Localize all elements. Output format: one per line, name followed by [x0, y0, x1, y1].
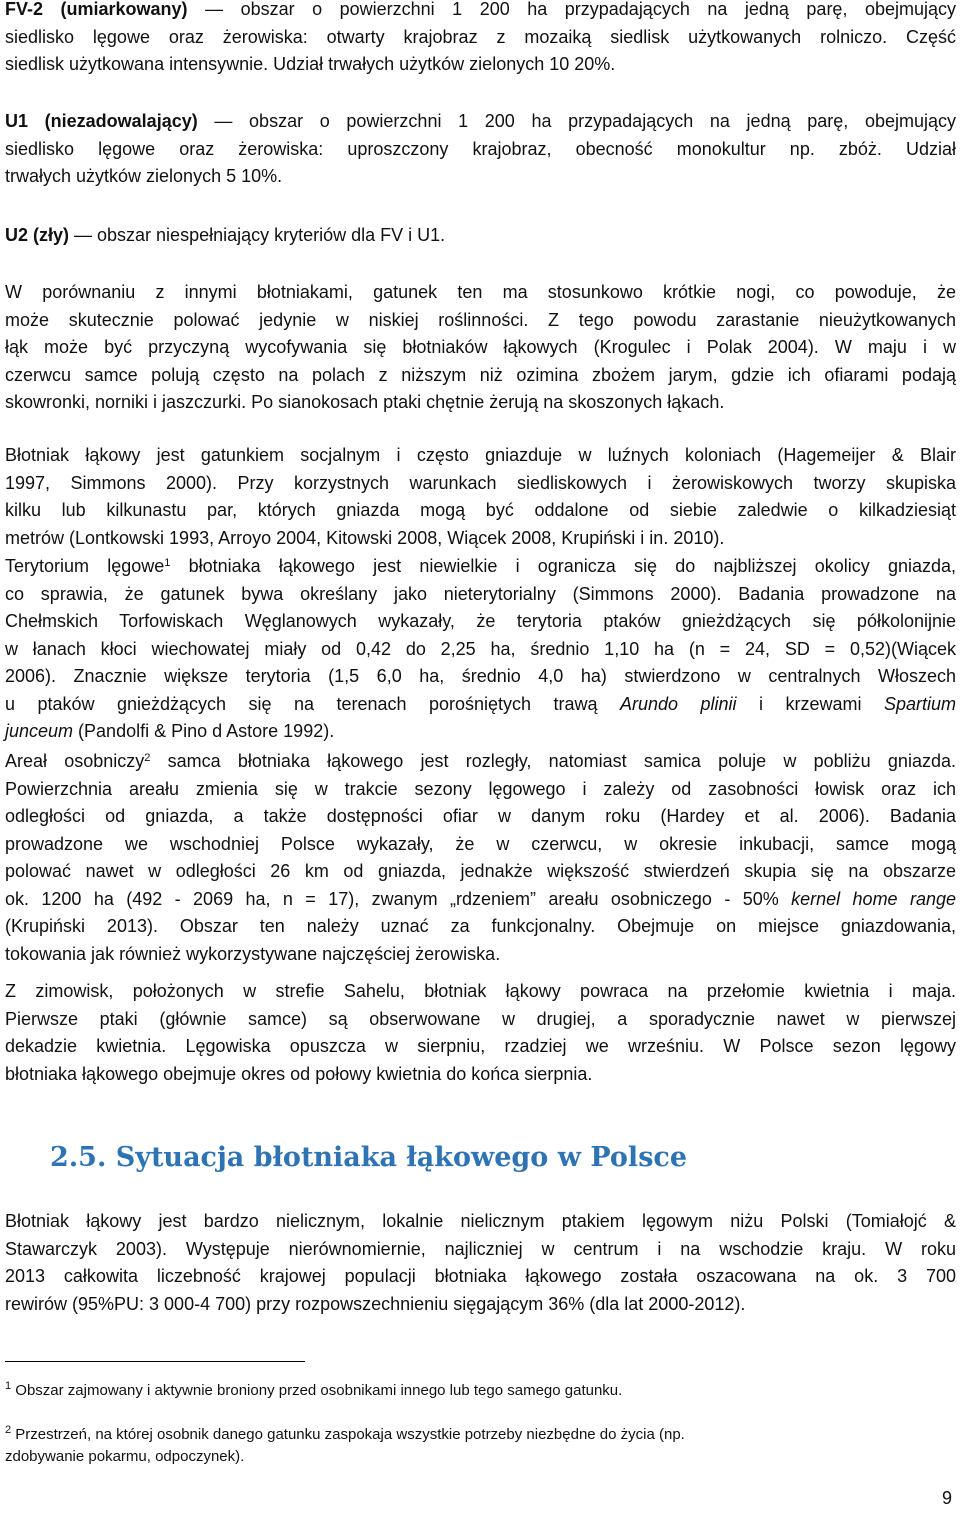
footnote-number: 1: [5, 1380, 12, 1392]
page-number: 9: [941, 1488, 952, 1508]
footnote-ref-2[interactable]: 2: [144, 752, 151, 764]
footnote-divider: [5, 1361, 305, 1362]
footnote-2: $^2$ Przestrzeń, na której osobnik danego gatunku zaspokaja wszystkie potrzeby niezbędne do życia (np. zdobywanie pokarmu, odpoczynek).: [5, 1424, 685, 1465]
criterion-label: FV-2 (umiarkowany): [5, 0, 188, 19]
section-number: 2.5.: [50, 1142, 107, 1173]
footnote-ref-1[interactable]: 1: [164, 557, 171, 569]
paragraph-territory: Terytorium lęgowe$^1$ błotniaka łąkowego jest niewielkie i ogranicza się do najbliższej okolicy gniazda, co sprawia, że gatunek bywa określany jako nieterytorialny (Simmons 2000). Badania prowadzone na Chełmskich Torfowiskach Węglanowych wykazały, że terytoria ptaków gnieżdżących się półkolonijnie w łanach kłoci wiechowatej miały od 0,42 do 2,25 ha, średnio 1,10 ha (n = 24, SD = 0,52)(Wiącek 2006). Znacznie większe terytoria (1,5 6,0 ha, średnio 4,0 ha) stwierdzono w centralnych Włoszech u ptaków gnieżdżących się na terenach porośniętych trawą Arundo plinii i krzewami Spartium junceum (Pandolfi & Pino d Astore 1992).: [5, 556, 956, 741]
section-title: Sytuacja błotniaka łąkowego w Polsce: [106, 1142, 688, 1173]
criterion-label: U1 (niezadowalający): [5, 111, 198, 131]
criterion-u1: U1 (niezadowalający) — obszar o powierzchni 1 200 ha przypadających na jedną parę, obejmujący siedlisko lęgowe oraz żerowiska: uproszczony krajobraz, obecność monokultur np. zbóż. Udział trwałych użytków zielonych 5 10%.: [5, 111, 956, 186]
section-heading: [50, 1140, 687, 1176]
footnote-1: $^1$ Obszar zajmowany i aktywnie broniony przed osobnikami innego lub tego samego gatunku.: [5, 1380, 623, 1399]
footnote-number: 2: [5, 1424, 12, 1436]
criterion-fv2: FV-2 (umiarkowany) — obszar o powierzchni 1 200 ha przypadających na jedną parę, obejmujący siedlisko lęgowe oraz żerowiska: otwarty krajobraz z mozaiką siedlisk użytkowanych rolniczo. Część siedlisk użytkowana intensywnie. Udział trwałych użytków zielonych 10 20%.: [5, 0, 956, 74]
paragraph-migration: Z zimowisk, położonych w strefie Sahelu, błotniak łąkowy powraca na przełomie kwietnia i maja. Pierwsze ptaki (głównie samce) są obserwowane w drugiej, a sporadycznie nawet w pierwszej dekadzie kwietnia. Lęgowiska opuszcza w sierpniu, rzadziej we wrześniu. W Polsce sezon lęgowy błotniaka łąkowego obejmuje okres od połowy kwietnia do końca sierpnia.: [5, 981, 956, 1084]
paragraph-poland: Błotniak łąkowy jest bardzo nielicznym, lokalnie nielicznym ptakiem lęgowym niżu Polski (Tomiałojć & Stawarczyk 2003). Występuje nierównomiernie, najliczniej w centrum i na wschodzie kraju. W roku 2013 całkowita liczebność krajowej populacji błotniaka łąkowego została oszacowana na ok. 3 700 rewirów (95%PU: 3 000-4 700) przy rozpowszechnieniu sięgającym 36% (dla lat 2000-2012).: [5, 1211, 956, 1314]
criterion-label: U2 (zły): [5, 225, 70, 245]
paragraph-social: Błotniak łąkowy jest gatunkiem socjalnym i często gniazduje w luźnych koloniach (Hagemeijer & Blair 1997, Simmons 2000). Przy korzystnych warunkach siedliskowych i żerowiskowych tworzy skupiska kilku lub kilkunastu par, których gniazda mogą być oddalone od siebie zaledwie o kilkadziesiąt metrów (Lontkowski 1993, Arroyo 2004, Kitowski 2008, Wiącek 2008, Krupiński i in. 2010).: [5, 445, 956, 548]
paragraph-hunting: W porównaniu z innymi błotniakami, gatunek ten ma stosunkowo krótkie nogi, co powoduje, że może skutecznie polować jedynie w niskiej roślinności. Z tego powodu zarastanie nieużytkowanych łąk może być przyczyną wycofywania się błotniaków łąkowych (Krogulec i Polak 2004). W maju i w czerwcu samce polują często na polach z niższym niż ozimina zbożem jarym, gdzie ich ofiarami podają skowronki, norniki i jaszczurki. Po sianokosach ptaki chętnie żerują na skoszonych łąkach.: [5, 282, 956, 412]
criterion-u2: U2 (zły) — obszar niespełniający kryteriów dla FV i U1.: [5, 225, 446, 245]
paragraph-home-range: Areał osobniczy$^2$ samca błotniaka łąkowego jest rozległy, natomiast samica poluje w pobliżu gniazda. Powierzchnia areału zmienia się w trakcie sezony lęgowego i zależy od zasobności łowisk oraz ich odległości od gniazda, a także dostępności ofiar w danym roku (Hardey et al. 2006). Badania prowadzone we wschodniej Polsce wykazały, że w czerwcu, w okresie inkubacji, samce mogą polować nawet w odległości 26 km od gniazda, jednakże większość stwierdzeń skupia się na obszarze ok. 1200 ha (492 - 2069 ha, n = 17), zwanym „rdzeniem” areału osobniczego - 50% kernel home range (Krupiński 2013). Obszar ten należy uznać za funkcjonalny. Obejmuje on miejsce gniazdowania, tokowania jak również wykorzystywane najczęściej żerowiska.: [5, 751, 956, 964]
